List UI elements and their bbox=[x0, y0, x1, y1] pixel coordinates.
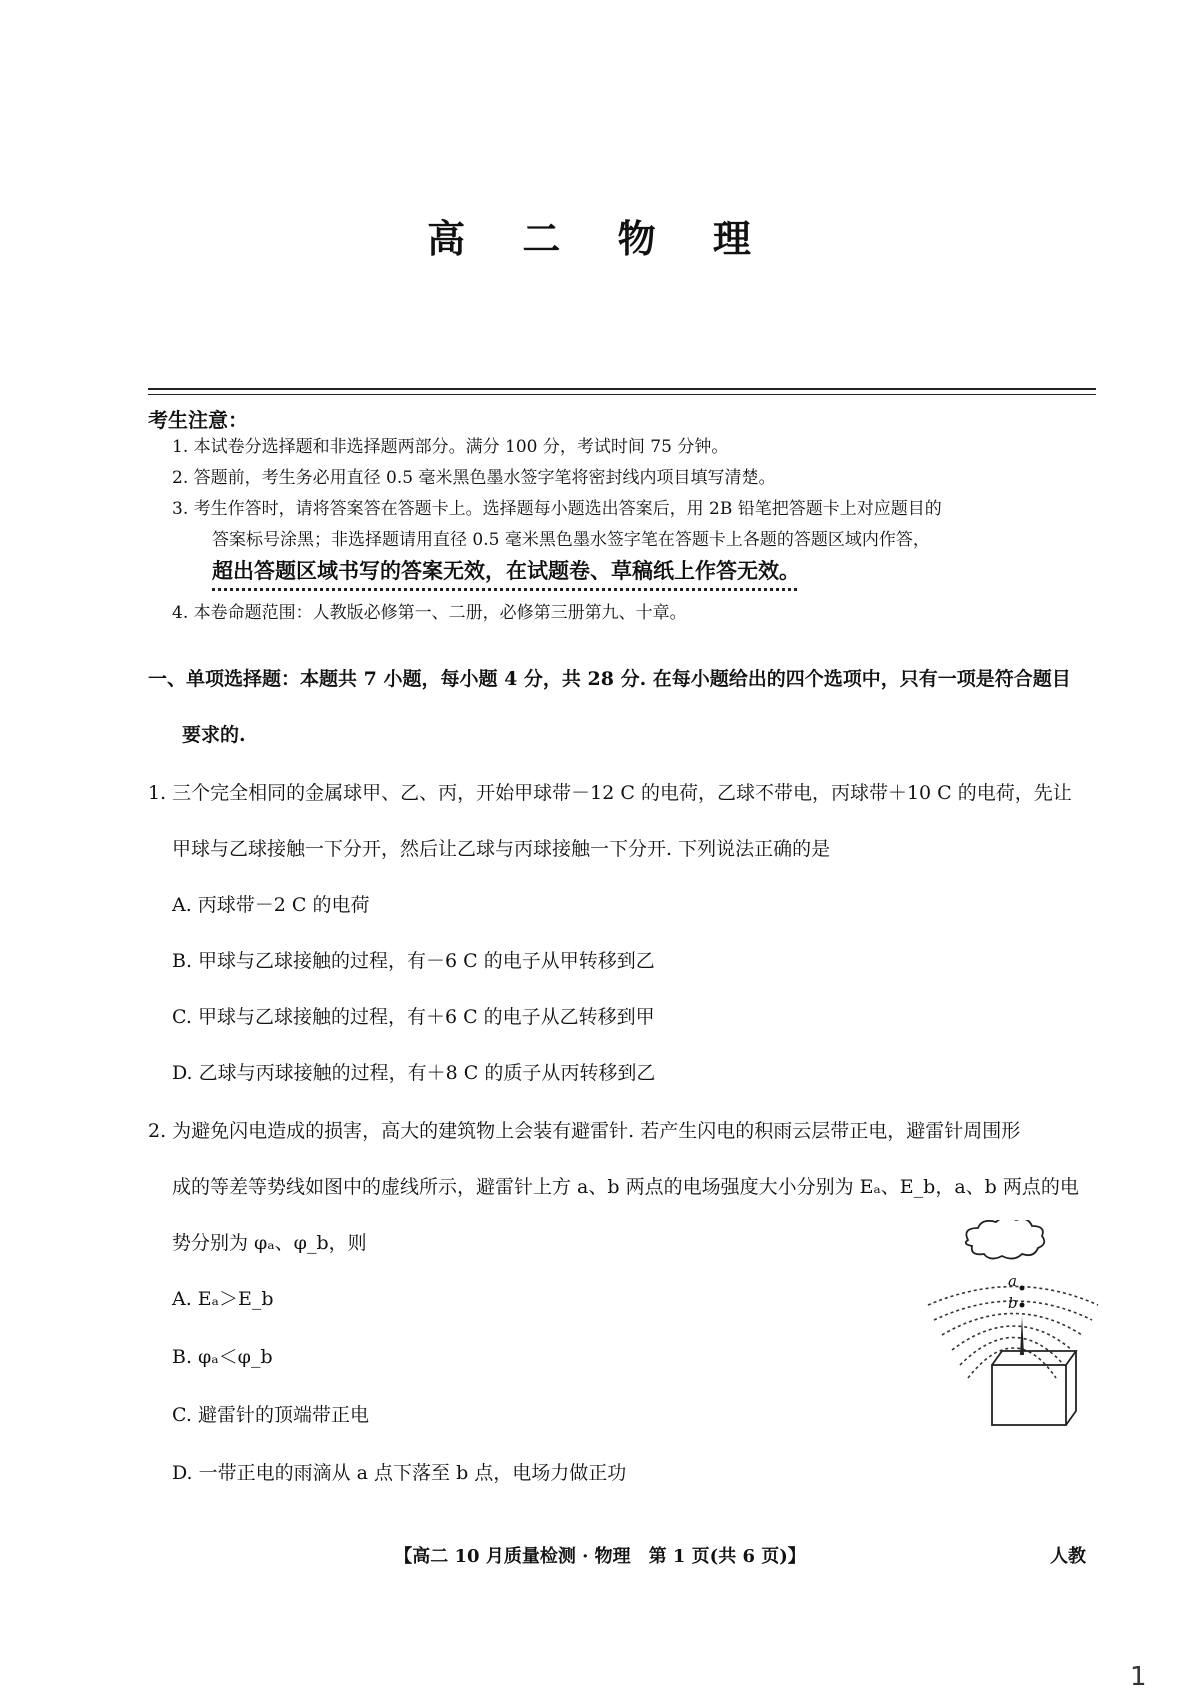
q1-stem: 1. 三个完全相同的金属球甲、乙、丙，开始甲球带－12 C 的电荷，乙球不带电，丙球带＋10 C 的电荷，先让 bbox=[148, 782, 1072, 804]
header-rule-top bbox=[148, 388, 1096, 390]
building-icon bbox=[992, 1351, 1076, 1425]
page-number: 1 bbox=[1130, 1662, 1147, 1692]
notice-item-3-cont: 答案标号涂黑；非选择题请用直径 0.5 毫米黑色墨水签字笔在答题卡上各题的答题区域内作答， bbox=[212, 530, 930, 550]
emphasis-text: 超出答题区域书写的答案无效，在试题卷、草稿纸上作答无效。 bbox=[212, 559, 800, 583]
label-a: a bbox=[1008, 1272, 1017, 1290]
rod-icon bbox=[1020, 1316, 1024, 1355]
header-rule-bottom bbox=[148, 394, 1096, 395]
footer-brand: 人教 bbox=[1050, 1546, 1086, 1567]
label-b: b bbox=[1008, 1294, 1018, 1312]
section-heading-cont: 要求的. bbox=[182, 724, 246, 746]
notice-item-2: 2. 答题前，考生务必用直径 0.5 毫米黑色墨水签字笔将密封线内项目填写清楚。 bbox=[172, 468, 776, 488]
section-heading: 一、单项选择题：本题共 7 小题，每小题 4 分，共 28 分. 在每小题给出的四个选项中，只有一项是符合题目 bbox=[148, 668, 1071, 690]
q2-option-a: A. Eₐ＞E_b bbox=[172, 1288, 274, 1310]
q2-option-d: D. 一带正电的雨滴从 a 点下落至 b 点，电场力做正功 bbox=[172, 1462, 627, 1484]
exam-title: 高 二 物 理 bbox=[427, 216, 773, 261]
q1-option-a: A. 丙球带－2 C 的电荷 bbox=[172, 894, 370, 916]
point-b bbox=[1020, 1303, 1025, 1308]
q1-option-d: D. 乙球与丙球接触的过程，有＋8 C 的质子从丙转移到乙 bbox=[172, 1062, 656, 1084]
q2-stem-cont: 成的等差等势线如图中的虚线所示，避雷针上方 a、b 两点的电场强度大小分别为 Eₐ、E_b，a、b 两点的电 bbox=[172, 1176, 1079, 1198]
notice-item-3: 3. 考生作答时，请将答案答在答题卡上。选择题每小题选出答案后，用 2B 铅笔把答题卡上对应题目的 bbox=[172, 499, 942, 519]
notice-item-4: 4. 本卷命题范围：人教版必修第一、二册，必修第三册第九、十章。 bbox=[172, 603, 687, 623]
q1-option-c: C. 甲球与乙球接触的过程，有＋6 C 的电子从乙转移到甲 bbox=[172, 1006, 655, 1028]
lightning-rod-figure bbox=[920, 1220, 1100, 1440]
point-a bbox=[1020, 1286, 1025, 1291]
q2-stem: 2. 为避免闪电造成的损害，高大的建筑物上会装有避雷针. 若产生闪电的积雨云层带正电，避雷针周围形 bbox=[148, 1120, 1021, 1142]
notice-item-1: 1. 本试卷分选择题和非选择题两部分。满分 100 分，考试时间 75 分钟。 bbox=[172, 437, 729, 457]
notice-item-3-emphasis bbox=[212, 556, 1092, 588]
footer-text: 【高二 10 月质量检测 · 物理 第 1 页(共 6 页)】 bbox=[394, 1546, 806, 1567]
q2-stem-cont2: 势分别为 φₐ、φ_b，则 bbox=[172, 1232, 367, 1254]
q1-stem-cont: 甲球与乙球接触一下分开，然后让乙球与丙球接触一下分开. 下列说法正确的是 bbox=[172, 838, 831, 860]
notice-heading: 考生注意： bbox=[148, 408, 248, 432]
q2-option-b: B. φₐ＜φ_b bbox=[172, 1346, 273, 1368]
q1-option-b: B. 甲球与乙球接触的过程，有－6 C 的电子从甲转移到乙 bbox=[172, 950, 655, 972]
cloud-icon bbox=[966, 1220, 1045, 1259]
q2-option-c: C. 避雷针的顶端带正电 bbox=[172, 1404, 369, 1426]
